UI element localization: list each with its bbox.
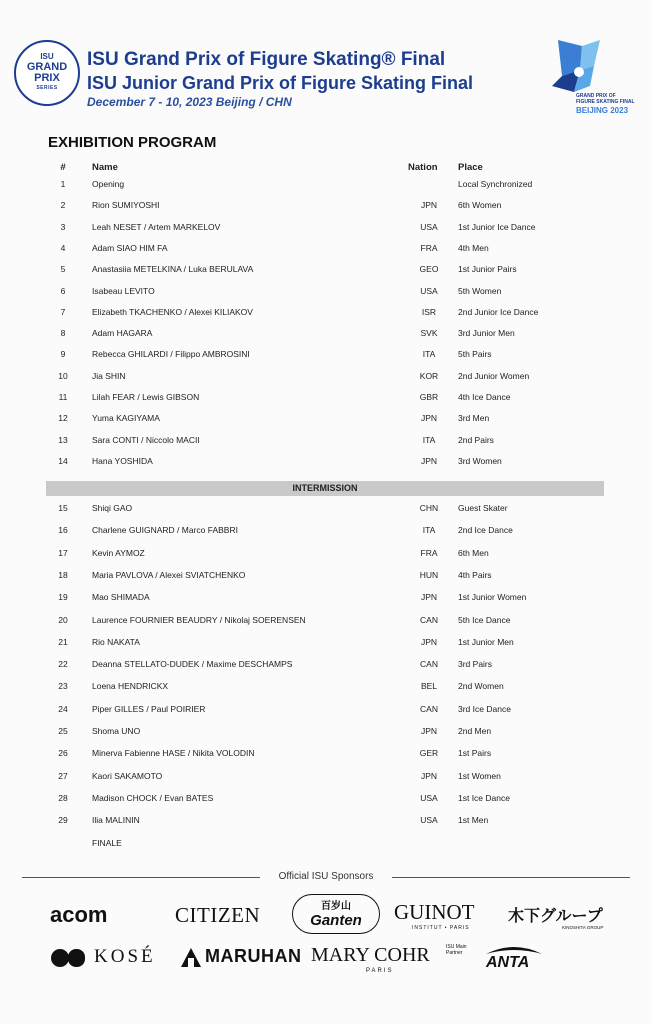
row-place: 1st Junior Men <box>458 636 514 647</box>
sponsor-citizen: CITIZEN <box>175 903 261 927</box>
program-row <box>0 681 652 703</box>
program-row <box>0 222 652 244</box>
row-place: 3rd Women <box>458 455 502 466</box>
logo-isu: ISU <box>40 52 54 61</box>
row-nation: JPN <box>420 455 438 466</box>
program-row <box>0 748 652 770</box>
row-nation: JPN <box>420 200 438 211</box>
row-number: 12 <box>58 413 68 424</box>
sponsor-kose: KOSÉ <box>94 946 156 967</box>
row-number: 24 <box>58 703 68 714</box>
program-row <box>0 815 652 837</box>
row-number: 3 <box>60 221 66 232</box>
row-number: 19 <box>58 592 68 603</box>
row-name: Elizabeth TKACHENKO / Alexei KILIAKOV <box>92 306 253 317</box>
row-number: 11 <box>58 392 68 402</box>
row-number: 17 <box>58 547 68 558</box>
row-place: 5th Pairs <box>458 349 492 360</box>
row-place: 6th Women <box>458 200 502 211</box>
program-row <box>0 307 652 329</box>
row-name: Shiqi GAO <box>92 503 133 513</box>
row-name: Shoma UNO <box>92 726 141 736</box>
sponsor-ganten-cn: 百岁山 <box>321 901 351 912</box>
col-header-name: Name <box>92 162 118 173</box>
sponsor-ganten: Ganten <box>310 912 362 929</box>
row-name: Sara CONTI / Niccolo MACII <box>92 434 200 445</box>
row-number: 28 <box>58 792 68 803</box>
sponsor-marycohr: MARY COHR <box>311 944 430 966</box>
program-row <box>0 726 652 748</box>
row-name: Hana YOSHIDA <box>92 455 153 466</box>
sponsor-guinot: GUINOT <box>394 900 475 924</box>
program-row <box>0 838 652 860</box>
row-place: 2nd Men <box>458 726 492 736</box>
row-place: 3rd Ice Dance <box>458 703 511 714</box>
sponsor-maruhan: MARUHAN <box>205 946 302 966</box>
row-nation: HUN <box>419 569 439 580</box>
row-name: Laurence FOURNIER BEAUDRY / Nikolaj SOERENSEN <box>92 614 306 625</box>
row-nation: CAN <box>420 703 438 714</box>
row-nation: JPN <box>420 592 438 603</box>
program-row <box>0 328 652 350</box>
program-row <box>0 286 652 308</box>
row-number: 13 <box>58 434 68 445</box>
row-number: 26 <box>58 748 68 759</box>
row-nation: JPN <box>420 770 438 781</box>
sponsor-acom: acom <box>50 902 108 927</box>
row-number: 4 <box>60 242 66 253</box>
program-row <box>0 615 652 637</box>
row-number: 15 <box>58 503 68 513</box>
row-number: 21 <box>58 636 68 647</box>
row-number: 25 <box>58 726 68 736</box>
program-row <box>0 392 652 414</box>
row-nation: FRA <box>420 547 438 558</box>
row-name: Ilia MALININ <box>92 815 140 826</box>
row-place: 1st Junior Women <box>458 592 527 603</box>
row-nation: ITA <box>422 349 436 360</box>
logo-series: SERIES <box>36 85 58 91</box>
row-name: Madison CHOCK / Evan BATES <box>92 792 214 803</box>
logo-grand: GRAND <box>26 61 68 73</box>
row-nation: USA <box>420 221 438 232</box>
row-place: 6th Men <box>458 547 489 558</box>
row-name: Adam SIAO HIM FA <box>92 242 168 253</box>
sponsor-marycohr-sub: PARIS <box>366 968 394 974</box>
row-place: 3rd Junior Men <box>458 328 515 339</box>
row-number: 22 <box>58 659 68 670</box>
row-number: 20 <box>58 614 68 625</box>
row-place: 2nd Pairs <box>458 434 494 445</box>
row-number: 8 <box>60 328 66 339</box>
row-place: 1st Junior Ice Dance <box>458 221 536 232</box>
logo-prix: PRIX <box>34 72 60 84</box>
row-number: 2 <box>60 200 66 211</box>
row-nation: USA <box>420 792 438 803</box>
row-place: 2nd Ice Dance <box>458 525 513 536</box>
row-nation: JPN <box>420 413 438 424</box>
program-row <box>0 637 652 659</box>
row-nation: GEO <box>419 264 439 275</box>
row-nation: ISR <box>421 306 437 317</box>
row-place: 1st Junior Pairs <box>458 264 517 275</box>
row-name: Kevin AYMOZ <box>92 547 145 558</box>
event-dates: December 7 - 10, 2023 Beijing / CHN <box>87 95 292 109</box>
row-name: Rion SUMIYOSHI <box>92 200 160 211</box>
program-row <box>0 592 652 614</box>
row-nation: GBR <box>419 392 439 402</box>
sponsors-title: Official ISU Sponsors <box>278 871 374 882</box>
col-header-nation: Nation <box>408 162 438 173</box>
row-number: 6 <box>60 285 66 296</box>
row-nation: CHN <box>419 503 439 513</box>
sponsors-divider-right <box>392 877 630 878</box>
program-row <box>0 771 652 793</box>
row-nation: JPN <box>420 726 438 736</box>
program-row <box>0 435 652 457</box>
row-name: Mao SHIMADA <box>92 592 150 603</box>
row-name: Rebecca GHILARDI / Filippo AMBROSINI <box>92 349 250 360</box>
row-nation: BEL <box>420 681 438 692</box>
row-number: 1 <box>60 179 66 189</box>
row-place: 5th Women <box>458 285 502 296</box>
sponsor-ganten-logo <box>292 894 380 934</box>
sponsor-guinot-sub: INSTITUT • PARIS <box>412 925 470 931</box>
program-row <box>0 243 652 265</box>
row-nation: USA <box>420 285 438 296</box>
program-row <box>0 264 652 286</box>
col-header-num: # <box>60 162 66 173</box>
row-number: 10 <box>58 370 68 381</box>
row-place: 3rd Men <box>458 413 490 424</box>
program-row <box>0 349 652 371</box>
section-title: EXHIBITION PROGRAM <box>48 134 217 151</box>
row-place: 3rd Pairs <box>458 659 493 670</box>
row-name: Leah NESET / Artem MARKELOV <box>92 221 221 232</box>
row-name: Loena HENDRICKX <box>92 681 169 692</box>
event-title: ISU Grand Prix of Figure Skating® Final <box>87 49 446 70</box>
program-row <box>0 503 652 525</box>
row-place: 2nd Junior Women <box>458 370 530 381</box>
logo-right-line2: FIGURE SKATING FINAL <box>576 98 635 105</box>
row-nation: ITA <box>422 525 436 536</box>
row-name: Opening <box>92 179 125 189</box>
row-place: 1st Men <box>458 815 489 826</box>
row-place: 4th Ice Dance <box>458 392 511 402</box>
row-place: 5th Ice Dance <box>458 614 511 625</box>
row-nation: ITA <box>422 434 436 445</box>
row-nation: USA <box>420 815 438 826</box>
row-place: 4th Pairs <box>458 569 492 580</box>
sponsor-anta: ANTA <box>486 954 530 971</box>
row-place: 2nd Junior Ice Dance <box>458 306 539 317</box>
row-nation: JPN <box>420 636 438 647</box>
sponsor-anta-badge: ISU Main Partner <box>446 944 467 956</box>
row-nation: SVK <box>420 328 438 339</box>
row-nation: CAN <box>420 614 438 625</box>
row-place: 4th Men <box>458 242 489 253</box>
row-number: 29 <box>58 815 68 826</box>
row-place: Local Synchronized <box>458 179 533 189</box>
row-name: Piper GILLES / Paul POIRIER <box>92 703 206 714</box>
program-row <box>0 200 652 222</box>
sponsor-kinoshita: 木下グループ <box>508 908 603 925</box>
program-row <box>0 570 652 592</box>
maruhan-mark-icon <box>180 946 202 968</box>
intermission-bar: INTERMISSION <box>46 481 604 496</box>
row-name: Yuma KAGIYAMA <box>92 413 160 424</box>
program-row <box>0 548 652 570</box>
row-number: 7 <box>60 306 66 317</box>
row-name: Kaori SAKAMOTO <box>92 770 163 781</box>
row-name: Jia SHIN <box>92 370 126 381</box>
row-place: 1st Pairs <box>458 748 492 759</box>
row-name: Minerva Fabienne HASE / Nikita VOLODIN <box>92 748 255 759</box>
logo-right-beijing: BEIJING 2023 <box>576 106 629 115</box>
row-name: Deanna STELLATO-DUDEK / Maxime DESCHAMPS <box>92 659 293 670</box>
row-name: Rio NAKATA <box>92 636 140 647</box>
row-name: Maria PAVLOVA / Alexei SVIATCHENKO <box>92 569 246 580</box>
program-row <box>0 659 652 681</box>
row-place: 2nd Women <box>458 681 504 692</box>
row-number: 9 <box>60 349 66 360</box>
program-row <box>0 413 652 435</box>
isu-grand-prix-logo <box>14 40 80 106</box>
event-subtitle: ISU Junior Grand Prix of Figure Skating Final <box>87 73 474 93</box>
row-number: 23 <box>58 681 68 692</box>
row-nation: GER <box>419 748 439 759</box>
program-row <box>0 371 652 393</box>
row-nation: KOR <box>419 370 439 381</box>
row-name: Charlene GUIGNARD / Marco FABBRI <box>92 525 238 536</box>
row-number: 14 <box>58 455 68 466</box>
row-name: FINALE <box>92 837 122 848</box>
kose-mark-icon <box>50 946 86 970</box>
row-name: Adam HAGARA <box>92 328 153 339</box>
program-row <box>0 525 652 547</box>
row-name: Lilah FEAR / Lewis GIBSON <box>92 392 200 402</box>
program-row <box>0 704 652 726</box>
row-place: 1st Women <box>458 770 501 781</box>
row-nation: FRA <box>420 242 438 253</box>
program-row <box>0 456 652 478</box>
col-header-place: Place <box>458 162 483 173</box>
row-number: 5 <box>60 264 66 275</box>
row-name: Anastasiia METELKINA / Luka BERULAVA <box>92 264 254 275</box>
row-number: 27 <box>58 770 68 781</box>
row-place: 1st Ice Dance <box>458 792 510 803</box>
row-number: 18 <box>58 569 68 580</box>
program-row <box>0 179 652 201</box>
sponsor-kinoshita-sub: KINOSHITA GROUP <box>562 925 604 930</box>
logo-right-line1: GRAND PRIX OF <box>576 93 616 99</box>
beijing-2023-logo <box>538 36 644 120</box>
row-place: Guest Skater <box>458 503 508 513</box>
program-row <box>0 793 652 815</box>
row-nation: CAN <box>420 659 438 670</box>
row-name: Isabeau LEVITO <box>92 285 155 296</box>
row-number: 16 <box>58 525 68 536</box>
